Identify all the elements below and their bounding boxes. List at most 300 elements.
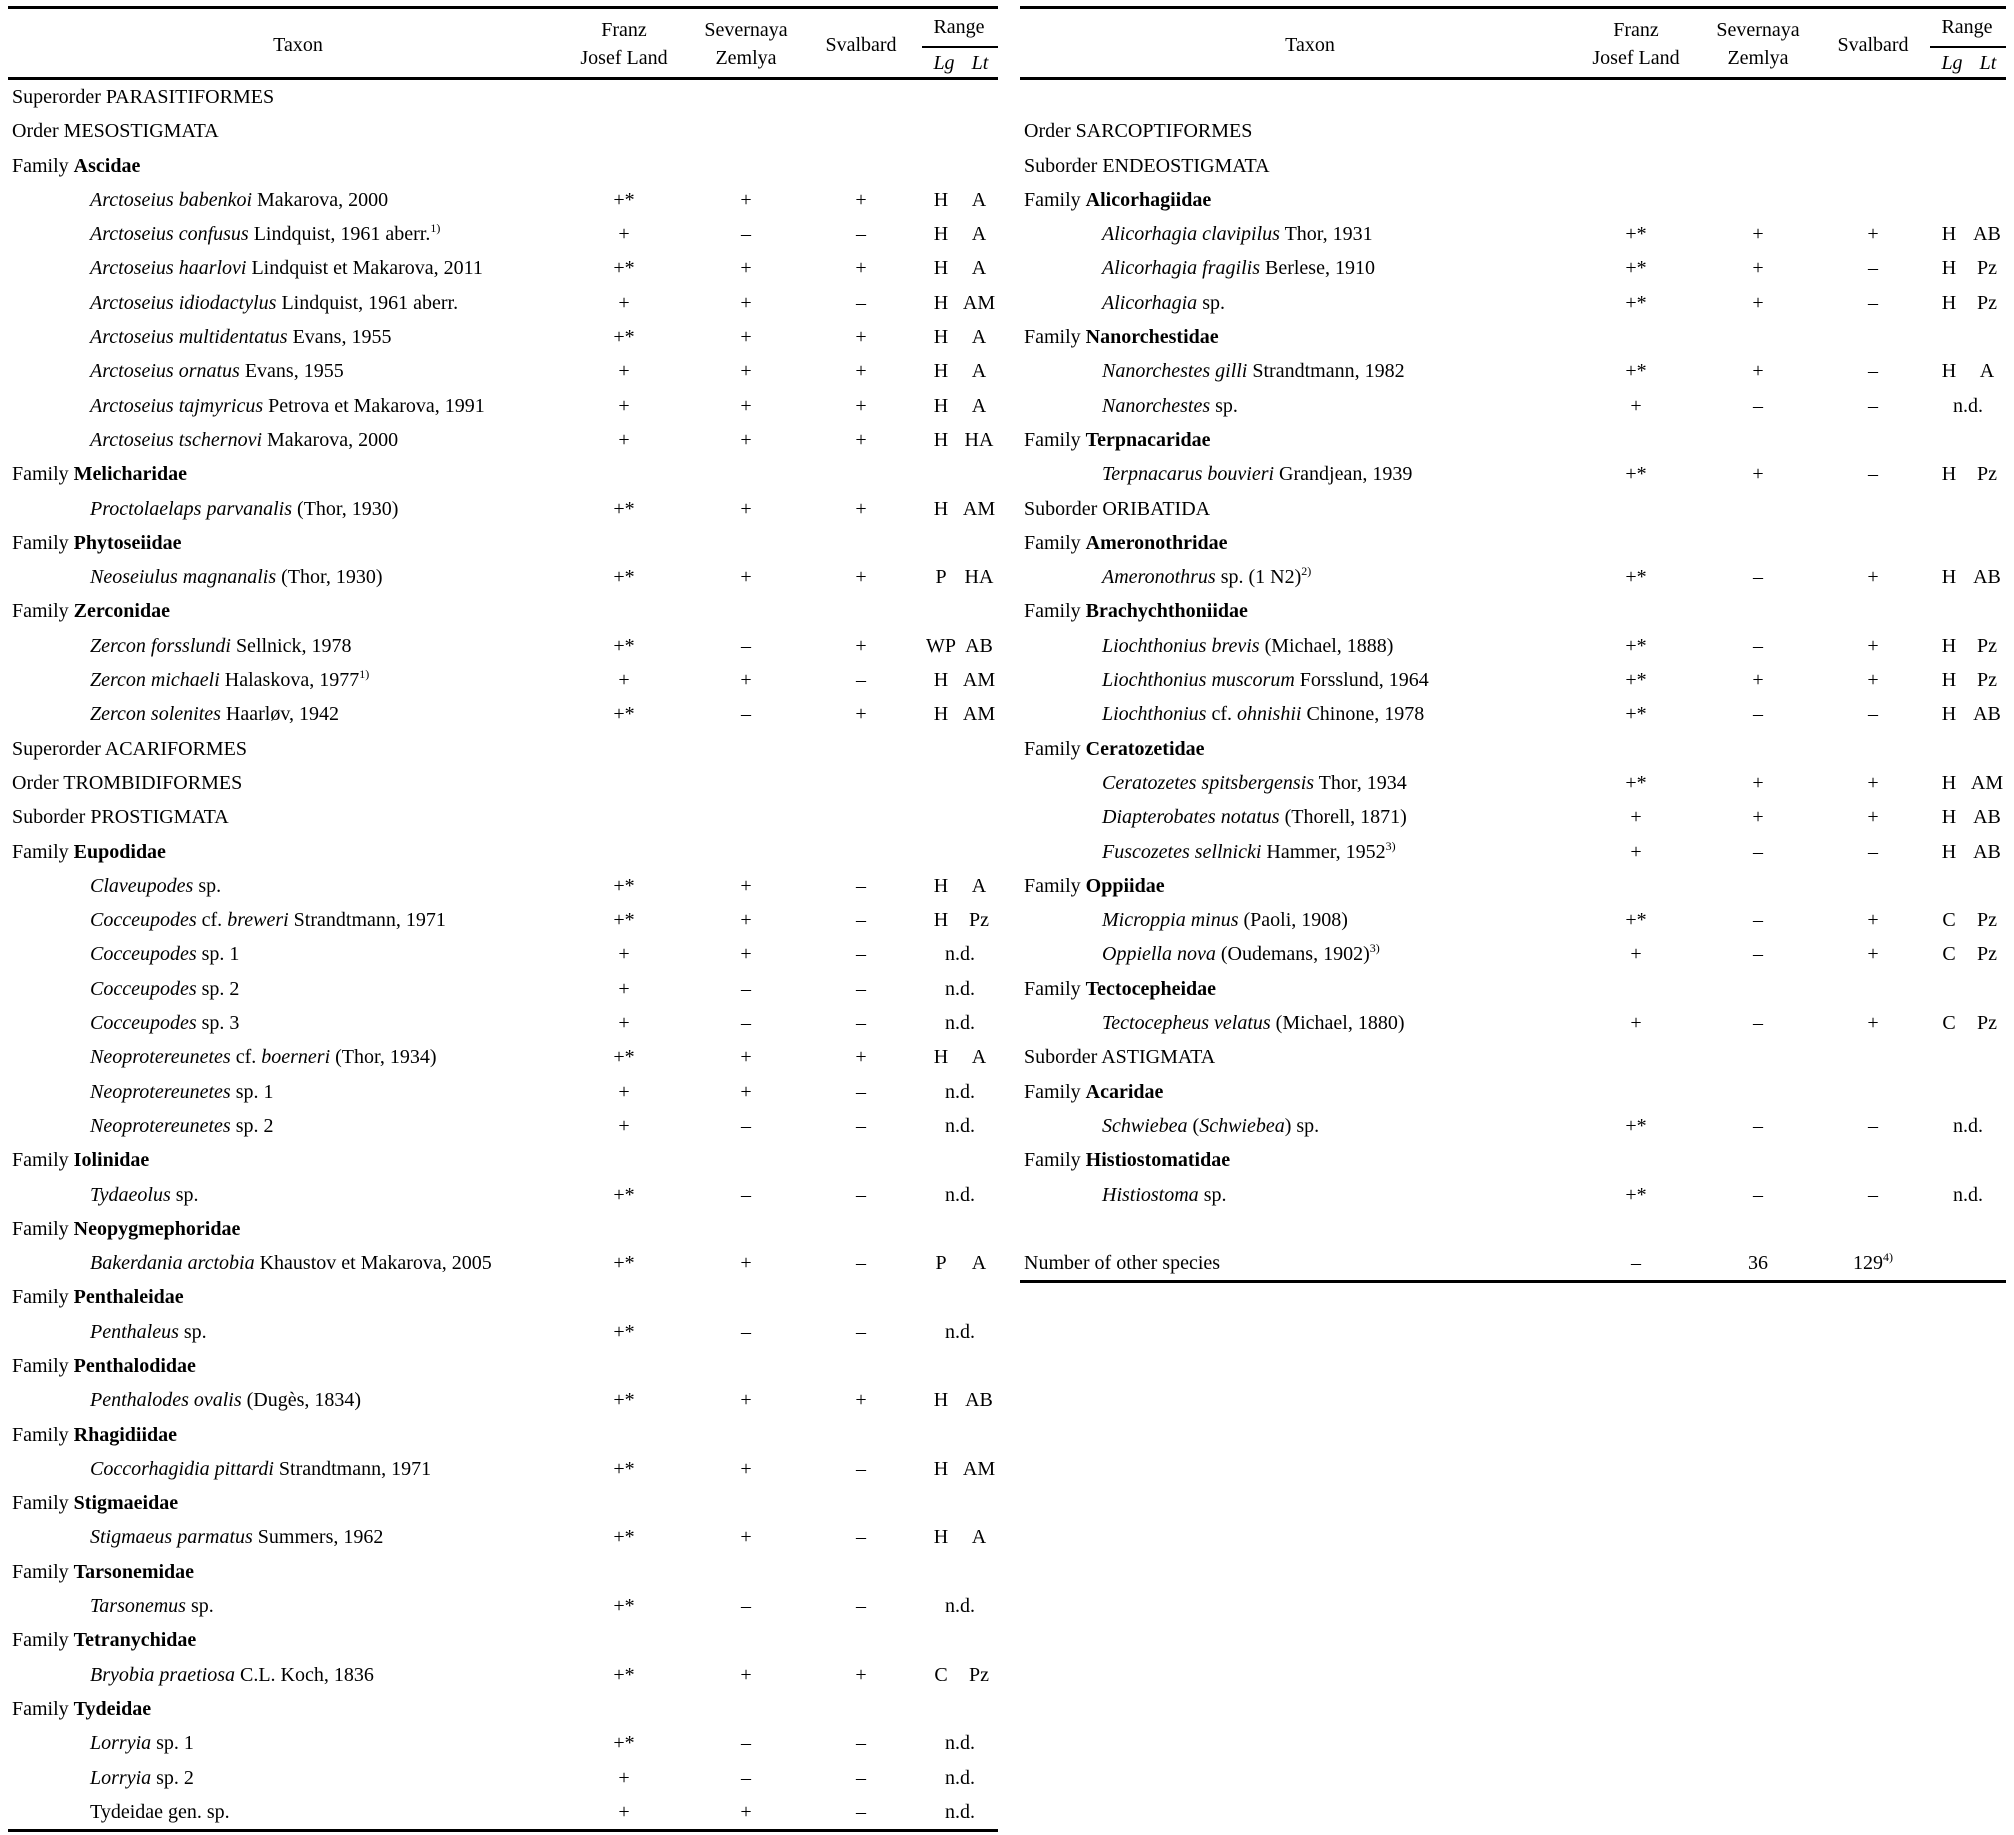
table-row [1020, 183, 2006, 217]
range-lg-value: H [1941, 634, 1957, 657]
severnaya-zemlya-value: – [1753, 1012, 1763, 1035]
taxon-cell [1102, 697, 1424, 731]
genus-species: Arctoseius tschernovi [90, 428, 263, 451]
rank-prefix: Family [12, 154, 74, 177]
taxon-cell [1024, 320, 1219, 354]
svalbard-value: + [855, 360, 867, 383]
rank-prefix: Family [12, 531, 74, 554]
genus-species: Ceratozetes spitsbergensis [1102, 771, 1315, 794]
table-bottom-rule [8, 1829, 998, 1832]
range-lg-value: H [1941, 257, 1957, 280]
svalbard-value: + [855, 257, 867, 280]
family-name: Ascidae [73, 154, 141, 177]
svalbard-value: – [856, 1766, 866, 1789]
taxon-cell [90, 183, 388, 217]
taxon-cell [90, 1795, 230, 1829]
franz-josef-land-value: +* [1625, 703, 1647, 726]
range-lt-value: Pz [1977, 1012, 1997, 1035]
authority: (Michael, 1888) [1259, 634, 1394, 657]
table-row [8, 697, 998, 731]
taxon-cell [12, 766, 242, 800]
qualifier: cf. [1206, 703, 1237, 726]
authority: Haarløv, 1942 [220, 703, 340, 726]
svalbard-value: – [856, 1252, 866, 1275]
footnote-mark: 3) [1369, 941, 1380, 956]
severnaya-zemlya-value: – [1753, 703, 1763, 726]
genus-species: Zercon solenites [90, 703, 221, 726]
table-row [1020, 1075, 2006, 1109]
rank-prefix: Family [1024, 1080, 1086, 1103]
taxon-cell [90, 1658, 374, 1692]
svalbard-value: 129$^{4)}$ [1853, 1250, 1893, 1275]
range-lt-value: A [971, 394, 987, 417]
taxon-cell [12, 114, 219, 148]
table-row [1020, 972, 2006, 1006]
authority: Lindquist, 1961 aberr. [276, 291, 459, 314]
authority: sp. [193, 874, 222, 897]
svalbard-value: – [856, 943, 866, 966]
svalbard-value: – [856, 1457, 866, 1480]
genus-species: Cocceupodes [90, 1012, 197, 1035]
range-value: n.d. [945, 977, 975, 1000]
rank-label: Suborder ASTIGMATA [1024, 1046, 1216, 1069]
species-epithet: ohnishii [1237, 703, 1302, 726]
svalbard-value: + [855, 394, 867, 417]
authority: sp. [170, 1183, 199, 1206]
table-row [1020, 1006, 2006, 1040]
svalbard-value: – [1868, 703, 1878, 726]
genus-species: Stigmaeus parmatus [90, 1526, 253, 1549]
species-epithet: Schwiebea [1199, 1114, 1285, 1137]
range-divider [1930, 46, 2006, 48]
authority: sp. 2 [151, 1766, 194, 1789]
table-row [8, 389, 998, 423]
svalbard-value: + [855, 703, 867, 726]
rank-prefix: Family [12, 1697, 74, 1720]
authority: (Dugès, 1834) [241, 1389, 362, 1412]
table-row [8, 80, 998, 114]
severnaya-zemlya-value: – [741, 1114, 751, 1137]
taxon-cell [12, 800, 229, 834]
table-row [1020, 389, 2006, 423]
genus-species: Liochthonius [1102, 703, 1207, 726]
rank-prefix: Family [12, 1354, 74, 1377]
taxon-cell [90, 937, 239, 971]
franz-josef-land-value: +* [1625, 1114, 1647, 1137]
franz-josef-land-value: +* [613, 1046, 635, 1069]
family-name: Brachychthoniidae [1085, 600, 1248, 623]
rank-label: Suborder ORIBATIDA [1024, 497, 1211, 520]
taxon-cell [1102, 457, 1412, 491]
range-lt-value: AM [962, 497, 996, 520]
range-lt-value: AM [962, 669, 996, 692]
svalbard-value: – [856, 1800, 866, 1823]
range-lt-value: Pz [1977, 634, 1997, 657]
authority: Sellnick, 1978 [230, 634, 352, 657]
severnaya-zemlya-value: + [740, 1389, 752, 1412]
table-row [8, 800, 998, 834]
table-row [1020, 354, 2006, 388]
table-row [1020, 800, 2006, 834]
authority: sp. 2 [196, 977, 240, 1000]
range-lt-value: HA [964, 566, 994, 589]
taxon-cell [12, 1280, 184, 1314]
authority: (Oudemans, 1902) [1215, 943, 1370, 966]
range-lg-value: H [1941, 463, 1957, 486]
franz-josef-land-value: + [618, 669, 630, 692]
range-lg-value: H [933, 1046, 949, 1069]
franz-josef-land-value: + [1630, 806, 1642, 829]
table-row [1020, 1040, 2006, 1074]
taxon-cell [90, 663, 369, 697]
franz-josef-land-value: +* [613, 1457, 635, 1480]
table-row [1020, 286, 2006, 320]
range-lg-value: C [1942, 1012, 1956, 1035]
authority: sp. 3 [196, 1012, 240, 1035]
franz-josef-land-value: + [618, 1080, 630, 1103]
svalbard-value: + [855, 1389, 867, 1412]
authority: Khaustov et Makarova, 2005 [254, 1252, 492, 1275]
header-franz-josef-land: Franz Josef Land [1592, 19, 1680, 69]
svalbard-value: – [856, 1526, 866, 1549]
authority: ) sp. [1284, 1114, 1320, 1137]
table-row [8, 937, 998, 971]
range-lt-value: AM [1970, 771, 2004, 794]
taxon-cell [1102, 1006, 1405, 1040]
severnaya-zemlya-value: + [1752, 806, 1764, 829]
rank-label: Order MESOSTIGMATA [12, 120, 219, 143]
genus-species: Lorryia [90, 1732, 152, 1755]
svalbard-value: – [1868, 463, 1878, 486]
taxon-cell [1102, 937, 1380, 971]
table-row [8, 286, 998, 320]
taxon-cell [90, 1761, 194, 1795]
footnote-mark: 2) [1301, 564, 1312, 579]
authority: sp. [178, 1320, 207, 1343]
total-label: Number of other species [1024, 1252, 1221, 1275]
table-row [8, 629, 998, 663]
taxon-cell [90, 1726, 194, 1760]
svalbard-value: – [1868, 1114, 1878, 1137]
footnote-mark: 3) [1385, 838, 1396, 853]
genus-species: Penthaleus [90, 1320, 179, 1343]
authority: sp. [185, 1595, 214, 1618]
genus-species: Arctoseius ornatus [90, 360, 240, 383]
genus-species: Arctoseius multidentatus [90, 326, 288, 349]
franz-josef-land-value: +* [613, 1183, 635, 1206]
franz-josef-land-value: + [1630, 1012, 1642, 1035]
rank-label: Superorder ACARIFORMES [12, 737, 248, 760]
taxon-cell [90, 697, 339, 731]
table-row [8, 492, 998, 526]
table-row [8, 1143, 998, 1177]
table-row [8, 114, 998, 148]
genus-species: Cocceupodes [90, 977, 197, 1000]
table-row [1020, 937, 2006, 971]
range-lg-value: H [1941, 291, 1957, 314]
family-name: Melicharidae [73, 463, 187, 486]
table-bottom-rule [1020, 1280, 2006, 1283]
range-value: n.d. [945, 1732, 975, 1755]
genus-species: Neoseiulus magnanalis [90, 566, 277, 589]
table-row [1020, 1109, 2006, 1143]
authority: Hammer, 1952 [1261, 840, 1386, 863]
franz-josef-land-value: + [1630, 840, 1642, 863]
rank-prefix: Family [12, 600, 74, 623]
taxon-cell [12, 1143, 149, 1177]
table-row [8, 217, 998, 251]
svalbard-value: + [855, 326, 867, 349]
genus-species: Tydaeolus [90, 1183, 171, 1206]
taxon-cell [12, 1349, 196, 1383]
franz-josef-land-value: +* [1625, 909, 1647, 932]
authority: sp. (1 N2) [1215, 566, 1302, 589]
range-lg-value: H [1941, 703, 1957, 726]
taxon-cell [1102, 1178, 1226, 1212]
severnaya-zemlya-value: – [741, 1766, 751, 1789]
taxon-cell [90, 903, 446, 937]
header-lg: Lg [933, 52, 955, 74]
range-value: n.d. [945, 1183, 975, 1206]
family-name: Stigmaeidae [73, 1492, 179, 1515]
genus-species: Alicorhagia fragilis [1102, 257, 1260, 280]
table-row [8, 1040, 998, 1074]
range-lt-value: AB [1973, 840, 2001, 863]
range-lg-value: H [933, 497, 949, 520]
family-name: Phytoseiidae [73, 531, 182, 554]
rank-prefix: Family [12, 1492, 74, 1515]
taxon-cell [90, 1452, 431, 1486]
table-row [8, 149, 998, 183]
severnaya-zemlya-value: – [1753, 909, 1763, 932]
svalbard-value: + [855, 1046, 867, 1069]
species-epithet: boerneri [261, 1046, 331, 1069]
svalbard-value: + [1867, 634, 1879, 657]
range-lt-value: Pz [1977, 909, 1997, 932]
taxon-cell [90, 217, 440, 251]
severnaya-zemlya-value: + [1752, 771, 1764, 794]
svalbard-value: + [1867, 909, 1879, 932]
genus-species: Neoprotereunetes [90, 1080, 231, 1103]
table-row [8, 1692, 998, 1726]
taxon-cell [90, 1383, 361, 1417]
table-row [1020, 457, 2006, 491]
franz-josef-land-value: +* [613, 1526, 635, 1549]
taxon-cell [12, 732, 247, 766]
header-severnaya-zemlya: Severnaya Zemlya [704, 19, 788, 69]
table-row [8, 1280, 998, 1314]
severnaya-zemlya-value: + [740, 394, 752, 417]
family-name: Terpnacaridae [1085, 428, 1211, 451]
franz-josef-land-value: + [618, 223, 630, 246]
range-lt-value: A [1979, 360, 1995, 383]
range-value: n.d. [945, 1012, 975, 1035]
table-row [1020, 80, 2006, 114]
severnaya-zemlya-value: + [740, 1800, 752, 1823]
qualifier: cf. [196, 909, 228, 932]
taxon-cell [90, 251, 483, 285]
taxon-cell [1024, 1143, 1230, 1177]
severnaya-zemlya-value: – [1753, 634, 1763, 657]
header-taxon: Taxon [1285, 34, 1335, 56]
genus-species: Liochthonius brevis [1102, 634, 1260, 657]
svalbard-value: – [856, 669, 866, 692]
taxon-cell [90, 1246, 492, 1280]
range-value: n.d. [1953, 1114, 1983, 1137]
family-name: Acaridae [1085, 1080, 1164, 1103]
genus-species: Coccorhagidia pittardi [90, 1457, 274, 1480]
qualifier: cf. [230, 1046, 262, 1069]
table-row [8, 320, 998, 354]
taxon-cell [12, 594, 170, 628]
genus-species: Schwiebea [1102, 1114, 1188, 1137]
table-row [1020, 663, 2006, 697]
table-row [8, 1418, 998, 1452]
authority: Evans, 1955 [287, 326, 392, 349]
severnaya-zemlya-value: + [1752, 291, 1764, 314]
severnaya-zemlya-value: – [741, 703, 751, 726]
franz-josef-land-value: + [618, 943, 630, 966]
genus-species: Neoprotereunetes [90, 1046, 231, 1069]
rank-label: Order SARCOPTIFORMES [1024, 120, 1253, 143]
range-lg-value: H [933, 1389, 949, 1412]
genus-species: Claveupodes [90, 874, 194, 897]
taxon-cell [1102, 835, 1396, 869]
taxon-cell [1102, 903, 1348, 937]
severnaya-zemlya-value: + [740, 943, 752, 966]
table-row [8, 1520, 998, 1554]
taxon-cell [90, 1075, 274, 1109]
authority: Strandtmann, 1971 [273, 1457, 432, 1480]
rank-prefix: Family [12, 463, 74, 486]
genus-species: Liochthonius muscorum [1102, 669, 1295, 692]
authority: Lindquist, 1961 aberr. [248, 223, 431, 246]
range-lt-value: A [971, 326, 987, 349]
franz-josef-land-value: +* [613, 1389, 635, 1412]
franz-josef-land-value: + [618, 1800, 630, 1823]
genus-species: Tectocepheus velatus [1102, 1012, 1271, 1035]
severnaya-zemlya-value: – [1753, 1183, 1763, 1206]
table-row [1020, 903, 2006, 937]
svalbard-value: – [856, 223, 866, 246]
taxon-cell [90, 1315, 207, 1349]
family-name: Zerconidae [73, 600, 170, 623]
range-lt-value: AB [965, 1389, 993, 1412]
franz-josef-land-value: +* [1625, 291, 1647, 314]
range-lt-value: Pz [1977, 943, 1997, 966]
table-row [1020, 869, 2006, 903]
table-row [1020, 149, 2006, 183]
franz-josef-land-value: +* [613, 909, 635, 932]
taxon-cell [12, 80, 274, 114]
table-row [8, 1246, 998, 1280]
franz-josef-land-value: +* [1625, 223, 1647, 246]
table-row [8, 663, 998, 697]
rank-prefix: Family [12, 1629, 74, 1652]
table-row [8, 1383, 998, 1417]
genus-species: Zercon forsslundi [90, 634, 231, 657]
franz-josef-land-value: + [618, 394, 630, 417]
genus-species: Arctoseius babenkoi [90, 188, 253, 211]
table-header [1020, 6, 2006, 80]
table-body-right [1020, 80, 2006, 1280]
severnaya-zemlya-value: – [1753, 943, 1763, 966]
table-row [8, 1761, 998, 1795]
table-row [1020, 629, 2006, 663]
franz-josef-land-value: +* [613, 1663, 635, 1686]
authority: Thor, 1931 [1279, 223, 1373, 246]
genus-species: Nanorchestes [1102, 394, 1211, 417]
svalbard-value: + [855, 634, 867, 657]
qualifier: ( [1187, 1114, 1200, 1137]
taxon-cell [1024, 423, 1211, 457]
taxon-cell [90, 1589, 214, 1623]
genus-species: Ameronothrus [1102, 566, 1216, 589]
svalbard-value: + [855, 428, 867, 451]
genus-species: Arctoseius tajmyricus [90, 394, 264, 417]
franz-josef-land-value: – [1631, 1252, 1641, 1275]
rank-prefix: Family [1024, 737, 1086, 760]
svalbard-value: + [855, 497, 867, 520]
franz-josef-land-value: +* [613, 188, 635, 211]
table-row [8, 1726, 998, 1760]
svalbard-value: + [1867, 566, 1879, 589]
severnaya-zemlya-value: + [1752, 223, 1764, 246]
svalbard-value: + [855, 188, 867, 211]
range-lt-value: AB [1973, 703, 2001, 726]
svalbard-value: – [856, 1595, 866, 1618]
authority: Makarova, 2000 [252, 188, 389, 211]
taxon-cell [12, 1418, 177, 1452]
header-lg: Lg [1941, 52, 1963, 74]
authority: Summers, 1962 [252, 1526, 384, 1549]
genus-species: Nanorchestes gilli [1102, 360, 1248, 383]
franz-josef-land-value: +* [613, 1595, 635, 1618]
rank-label: Suborder PROSTIGMATA [12, 806, 229, 829]
genus-species: Oppiella nova [1102, 943, 1216, 966]
table-row [1020, 560, 2006, 594]
table-body-left [8, 80, 998, 1829]
range-lt-value: Pz [1977, 669, 1997, 692]
svalbard-value: – [1868, 360, 1878, 383]
franz-josef-land-value: + [618, 977, 630, 1000]
range-lg-value: H [933, 291, 949, 314]
table-row [8, 1795, 998, 1829]
taxon-cell [90, 320, 391, 354]
table-row [1020, 1178, 2006, 1212]
authority: Berlese, 1910 [1259, 257, 1375, 280]
range-lg-value: H [933, 703, 949, 726]
range-lt-value: Pz [1977, 463, 1997, 486]
severnaya-zemlya-value: + [740, 1252, 752, 1275]
svalbard-value: + [1867, 806, 1879, 829]
severnaya-zemlya-value: + [1752, 360, 1764, 383]
range-lg-value: H [933, 428, 949, 451]
taxon-cell [90, 1520, 383, 1554]
franz-josef-land-value: +* [613, 634, 635, 657]
authority: Evans, 1955 [239, 360, 344, 383]
authority: sp. [1197, 291, 1225, 314]
taxon-cell [1024, 183, 1211, 217]
genus-species: Cocceupodes [90, 943, 197, 966]
taxon-cell [1102, 389, 1238, 423]
table-right-half [1020, 6, 2006, 1283]
taxon-cell [90, 869, 221, 903]
range-lg-value: H [933, 669, 949, 692]
severnaya-zemlya-value: + [740, 1526, 752, 1549]
franz-josef-land-value: +* [613, 257, 635, 280]
table-row [8, 560, 998, 594]
